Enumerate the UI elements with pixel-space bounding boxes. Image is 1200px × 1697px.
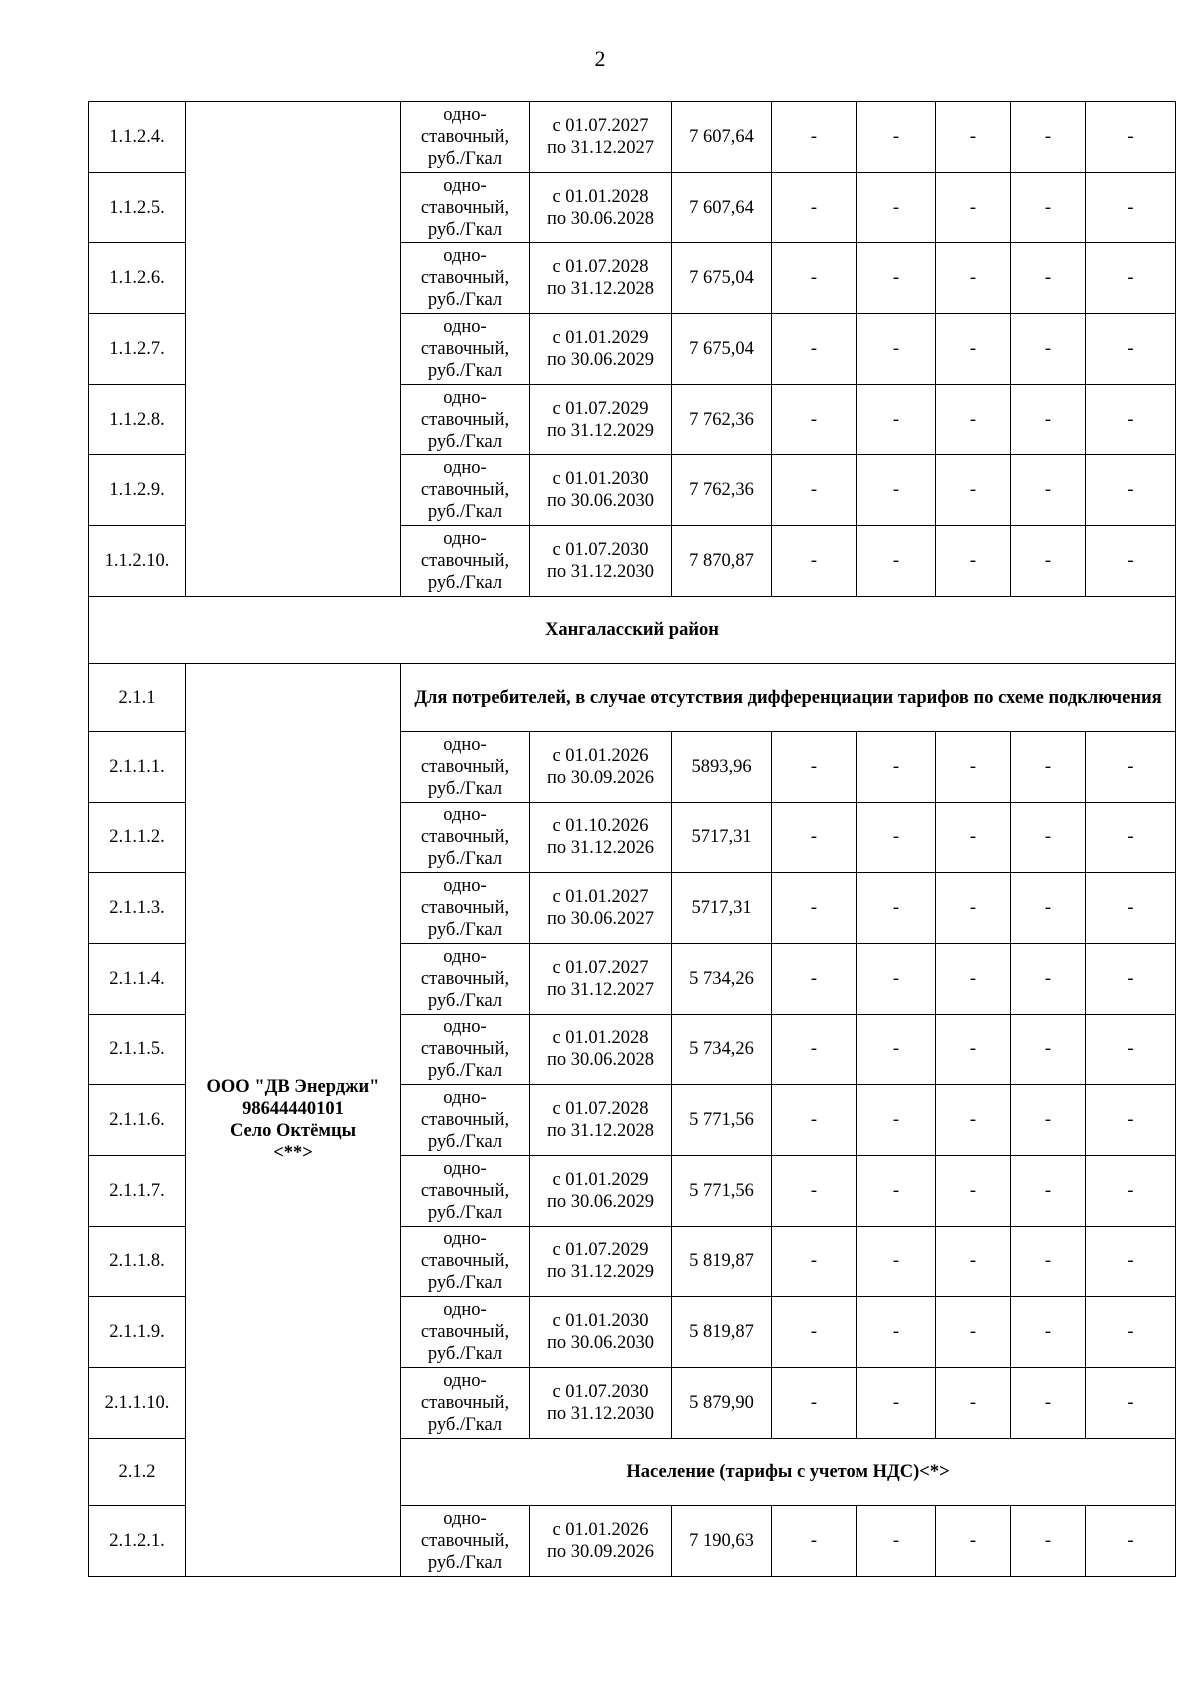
- district-row: [89, 596, 1176, 664]
- empty-cell: -: [772, 1506, 857, 1577]
- tariff-kind: [401, 731, 530, 802]
- period-to: по 31.12.2030: [546, 561, 655, 582]
- row-code: 1.1.2.4.: [89, 102, 186, 173]
- tariff-kind-line: руб./Гкал: [427, 360, 503, 381]
- empty-cell: -: [1086, 802, 1176, 873]
- empty-cell: -: [1086, 243, 1176, 314]
- empty-cell: -: [936, 1226, 1011, 1297]
- tariff-kind-line: ставочный,: [420, 268, 510, 289]
- empty-cell: -: [1011, 1506, 1086, 1577]
- tariff-kind-line: руб./Гкал: [427, 849, 503, 870]
- row-code: 2.1.1.7.: [89, 1155, 186, 1226]
- tariff-kind-line: одно-: [443, 246, 487, 267]
- tariff-kind-line: ставочный,: [420, 1392, 510, 1413]
- tariff-table: [88, 101, 1176, 1577]
- validity-period: [530, 1014, 672, 1085]
- tariff-kind: [401, 455, 530, 526]
- row-code: 2.1.1.8.: [89, 1226, 186, 1297]
- period-from: с 01.01.2028: [552, 1028, 649, 1049]
- row-code: 2.1.1.5.: [89, 1014, 186, 1085]
- validity-period: [530, 102, 672, 173]
- table-row: [89, 102, 1176, 173]
- period-from: с 01.01.2030: [552, 1311, 649, 1332]
- empty-cell: -: [857, 1085, 936, 1156]
- org-line: Село Октёмцы: [229, 1121, 357, 1142]
- empty-cell: -: [857, 172, 936, 243]
- tariff-value: 5717,31: [672, 802, 772, 873]
- empty-cell: -: [936, 1297, 1011, 1368]
- empty-cell: -: [936, 384, 1011, 455]
- empty-cell: -: [1086, 455, 1176, 526]
- tariff-kind-line: ставочный,: [420, 1531, 510, 1552]
- empty-cell: -: [772, 1155, 857, 1226]
- empty-cell: -: [1086, 314, 1176, 385]
- validity-period: [530, 384, 672, 455]
- empty-cell: -: [936, 943, 1011, 1014]
- org-line: <**>: [273, 1143, 313, 1164]
- empty-cell: -: [772, 526, 857, 597]
- period-from: с 01.01.2030: [552, 469, 649, 490]
- tariff-kind-line: ставочный,: [420, 1322, 510, 1343]
- row-code: 1.1.2.6.: [89, 243, 186, 314]
- empty-cell: -: [857, 1297, 936, 1368]
- empty-cell: -: [936, 802, 1011, 873]
- row-code: 2.1.1.3.: [89, 873, 186, 944]
- empty-cell: -: [857, 314, 936, 385]
- tariff-kind-line: руб./Гкал: [427, 572, 503, 593]
- tariff-kind-line: руб./Гкал: [427, 1553, 503, 1574]
- empty-cell: -: [936, 102, 1011, 173]
- row-code: 2.1.1.9.: [89, 1297, 186, 1368]
- empty-cell: -: [857, 455, 936, 526]
- period-to: по 31.12.2030: [546, 1403, 655, 1424]
- tariff-value: 5 819,87: [672, 1226, 772, 1297]
- empty-cell: -: [936, 243, 1011, 314]
- group-title: Население (тарифы с учетом НДС)<*>: [401, 1438, 1176, 1506]
- tariff-value: 7 675,04: [672, 314, 772, 385]
- empty-cell: -: [1086, 943, 1176, 1014]
- row-code: 2.1.1.1.: [89, 731, 186, 802]
- empty-cell: -: [936, 1085, 1011, 1156]
- period-to: по 30.09.2026: [546, 767, 655, 788]
- period-from: с 01.01.2029: [552, 1169, 649, 1190]
- period-from: с 01.01.2026: [552, 745, 649, 766]
- row-code: 1.1.2.8.: [89, 384, 186, 455]
- tariff-kind: [401, 526, 530, 597]
- tariff-kind-line: одно-: [443, 805, 487, 826]
- empty-cell: -: [857, 873, 936, 944]
- tariff-kind-line: одно-: [443, 1300, 487, 1321]
- tariff-kind: [401, 1368, 530, 1439]
- period-from: с 01.07.2027: [552, 115, 649, 136]
- tariff-kind-line: одно-: [443, 946, 487, 967]
- empty-cell: -: [936, 526, 1011, 597]
- tariff-kind-line: одно-: [443, 458, 487, 479]
- tariff-kind-line: руб./Гкал: [427, 1132, 503, 1153]
- row-code: 2.1.1.6.: [89, 1085, 186, 1156]
- row-code: 2.1.1.4.: [89, 943, 186, 1014]
- empty-cell: -: [1086, 102, 1176, 173]
- tariff-kind: [401, 384, 530, 455]
- empty-cell: -: [1086, 873, 1176, 944]
- tariff-value: 5 819,87: [672, 1297, 772, 1368]
- empty-cell: -: [1011, 802, 1086, 873]
- validity-period: [530, 943, 672, 1014]
- empty-cell: -: [857, 1155, 936, 1226]
- tariff-kind-line: одно-: [443, 175, 487, 196]
- empty-cell: -: [857, 1226, 936, 1297]
- validity-period: [530, 1506, 672, 1577]
- tariff-kind-line: руб./Гкал: [427, 1061, 503, 1082]
- row-code: 1.1.2.9.: [89, 455, 186, 526]
- empty-cell: -: [1011, 243, 1086, 314]
- empty-cell: -: [1011, 1155, 1086, 1226]
- empty-cell: -: [936, 1506, 1011, 1577]
- tariff-kind-line: одно-: [443, 1017, 487, 1038]
- empty-cell: -: [857, 1014, 936, 1085]
- tariff-kind-line: одно-: [443, 734, 487, 755]
- tariff-kind: [401, 1226, 530, 1297]
- empty-cell: -: [857, 243, 936, 314]
- tariff-kind-line: одно-: [443, 1509, 487, 1530]
- validity-period: [530, 1297, 672, 1368]
- tariff-value: 7 762,36: [672, 455, 772, 526]
- empty-cell: -: [772, 243, 857, 314]
- tariff-kind-line: одно-: [443, 104, 487, 125]
- period-to: по 31.12.2028: [546, 279, 655, 300]
- tariff-kind-line: ставочный,: [420, 480, 510, 501]
- empty-cell: -: [772, 802, 857, 873]
- empty-cell: -: [1086, 731, 1176, 802]
- row-code: 1.1.2.10.: [89, 526, 186, 597]
- tariff-kind-line: ставочный,: [420, 1110, 510, 1131]
- tariff-kind-line: ставочный,: [420, 550, 510, 571]
- empty-cell: -: [1011, 1368, 1086, 1439]
- empty-cell: -: [1011, 314, 1086, 385]
- tariff-kind-line: одно-: [443, 1158, 487, 1179]
- validity-period: [530, 1368, 672, 1439]
- tariff-kind-line: ставочный,: [420, 197, 510, 218]
- empty-cell: -: [772, 731, 857, 802]
- period-from: с 01.01.2028: [552, 186, 649, 207]
- period-from: с 01.07.2028: [552, 257, 649, 278]
- empty-cell: -: [1086, 172, 1176, 243]
- period-from: с 01.01.2026: [552, 1520, 649, 1541]
- period-from: с 01.01.2029: [552, 327, 649, 348]
- validity-period: [530, 455, 672, 526]
- empty-cell: -: [936, 1368, 1011, 1439]
- tariff-value: 5 771,56: [672, 1155, 772, 1226]
- period-from: с 01.10.2026: [552, 816, 649, 837]
- tariff-kind-line: ставочный,: [420, 827, 510, 848]
- period-from: с 01.07.2029: [552, 398, 649, 419]
- period-from: с 01.07.2029: [552, 1240, 649, 1261]
- empty-cell: -: [1011, 384, 1086, 455]
- period-to: по 30.06.2030: [546, 1333, 655, 1354]
- empty-cell: -: [857, 802, 936, 873]
- tariff-kind-line: руб./Гкал: [427, 502, 503, 523]
- empty-cell: -: [1011, 1085, 1086, 1156]
- validity-period: [530, 243, 672, 314]
- tariff-kind-line: ставочный,: [420, 338, 510, 359]
- tariff-kind-line: ставочный,: [420, 126, 510, 147]
- validity-period: [530, 172, 672, 243]
- tariff-kind-line: руб./Гкал: [427, 219, 503, 240]
- tariff-kind-line: руб./Гкал: [427, 290, 503, 311]
- empty-cell: -: [936, 1014, 1011, 1085]
- period-from: с 01.07.2027: [552, 957, 649, 978]
- tariff-kind-line: руб./Гкал: [427, 990, 503, 1011]
- tariff-value: 7 675,04: [672, 243, 772, 314]
- empty-cell: -: [936, 873, 1011, 944]
- empty-cell: -: [1011, 526, 1086, 597]
- empty-cell: -: [1011, 1226, 1086, 1297]
- empty-cell: -: [1011, 943, 1086, 1014]
- period-from: с 01.01.2027: [552, 887, 649, 908]
- tariff-kind-line: одно-: [443, 1370, 487, 1391]
- tariff-kind-line: руб./Гкал: [427, 1202, 503, 1223]
- group-row: [89, 664, 1176, 732]
- validity-period: [530, 1155, 672, 1226]
- empty-cell: -: [1086, 1506, 1176, 1577]
- period-from: с 01.07.2030: [552, 1381, 649, 1402]
- tariff-kind: [401, 1014, 530, 1085]
- period-to: по 30.06.2030: [546, 491, 655, 512]
- empty-cell: -: [772, 455, 857, 526]
- validity-period: [530, 1226, 672, 1297]
- validity-period: [530, 802, 672, 873]
- tariff-kind-line: одно-: [443, 1088, 487, 1109]
- empty-cell: -: [1086, 1014, 1176, 1085]
- tariff-kind-line: одно-: [443, 316, 487, 337]
- tariff-kind-line: ставочный,: [420, 898, 510, 919]
- tariff-value: 7 870,87: [672, 526, 772, 597]
- empty-cell: -: [1011, 731, 1086, 802]
- empty-cell: -: [772, 1085, 857, 1156]
- row-code: 2.1.1.10.: [89, 1368, 186, 1439]
- period-to: по 30.09.2026: [546, 1542, 655, 1563]
- empty-cell: -: [936, 172, 1011, 243]
- row-code: 2.1.2.1.: [89, 1506, 186, 1577]
- empty-cell: -: [1086, 1368, 1176, 1439]
- tariff-value: 7 607,64: [672, 172, 772, 243]
- empty-cell: -: [1086, 1085, 1176, 1156]
- empty-cell: -: [772, 943, 857, 1014]
- tariff-value: 7 190,63: [672, 1506, 772, 1577]
- empty-cell: -: [772, 873, 857, 944]
- tariff-kind: [401, 102, 530, 173]
- org-cell-previous: [186, 102, 401, 597]
- tariff-kind: [401, 802, 530, 873]
- row-code: 1.1.2.5.: [89, 172, 186, 243]
- empty-cell: -: [1011, 102, 1086, 173]
- empty-cell: -: [857, 1368, 936, 1439]
- org-line: 98644440101: [242, 1099, 344, 1120]
- row-code: 1.1.2.7.: [89, 314, 186, 385]
- tariff-kind-line: одно-: [443, 387, 487, 408]
- tariff-kind: [401, 873, 530, 944]
- tariff-value: 5 734,26: [672, 1014, 772, 1085]
- empty-cell: -: [1086, 526, 1176, 597]
- tariff-kind-line: руб./Гкал: [427, 920, 503, 941]
- period-to: по 31.12.2027: [546, 979, 655, 1000]
- group-code: 2.1.1: [89, 664, 186, 732]
- tariff-value: 5 734,26: [672, 943, 772, 1014]
- validity-period: [530, 526, 672, 597]
- organization-cell: [186, 664, 401, 1577]
- tariff-kind-line: ставочный,: [420, 968, 510, 989]
- tariff-kind-line: ставочный,: [420, 1180, 510, 1201]
- empty-cell: -: [1086, 384, 1176, 455]
- org-line: ООО "ДВ Энерджи": [206, 1077, 380, 1098]
- empty-cell: -: [772, 1368, 857, 1439]
- tariff-kind-line: ставочный,: [420, 756, 510, 777]
- validity-period: [530, 873, 672, 944]
- empty-cell: -: [857, 102, 936, 173]
- empty-cell: -: [857, 1506, 936, 1577]
- period-to: по 30.06.2028: [546, 208, 655, 229]
- tariff-kind: [401, 1155, 530, 1226]
- period-to: по 31.12.2026: [546, 838, 655, 859]
- empty-cell: -: [772, 1014, 857, 1085]
- tariff-value: 7 607,64: [672, 102, 772, 173]
- table-body: [89, 102, 1176, 1577]
- empty-cell: -: [772, 172, 857, 243]
- tariff-kind: [401, 172, 530, 243]
- empty-cell: -: [772, 1226, 857, 1297]
- period-from: с 01.07.2030: [552, 539, 649, 560]
- empty-cell: -: [857, 526, 936, 597]
- group-code: 2.1.2: [89, 1438, 186, 1506]
- tariff-value: 5 771,56: [672, 1085, 772, 1156]
- empty-cell: -: [772, 1297, 857, 1368]
- tariff-kind-line: ставочный,: [420, 1251, 510, 1272]
- tariff-kind-line: руб./Гкал: [427, 431, 503, 452]
- page-number: 2: [594, 46, 606, 71]
- empty-cell: -: [772, 102, 857, 173]
- group-title: Для потребителей, в случае отсутствия дифференциации тарифов по схеме подключения: [401, 664, 1176, 732]
- tariff-value: 5 879,90: [672, 1368, 772, 1439]
- period-from: с 01.07.2028: [552, 1099, 649, 1120]
- empty-cell: -: [1086, 1155, 1176, 1226]
- tariff-kind-line: одно-: [443, 1229, 487, 1250]
- empty-cell: -: [857, 384, 936, 455]
- tariff-kind-line: руб./Гкал: [427, 1344, 503, 1365]
- tariff-kind-line: ставочный,: [420, 1039, 510, 1060]
- period-to: по 31.12.2029: [546, 420, 655, 441]
- empty-cell: -: [1011, 1297, 1086, 1368]
- empty-cell: -: [1011, 873, 1086, 944]
- period-to: по 31.12.2028: [546, 1121, 655, 1142]
- row-code: 2.1.1.2.: [89, 802, 186, 873]
- empty-cell: -: [1086, 1297, 1176, 1368]
- tariff-kind-line: одно-: [443, 876, 487, 897]
- empty-cell: -: [857, 731, 936, 802]
- tariff-value: 5717,31: [672, 873, 772, 944]
- empty-cell: -: [1011, 172, 1086, 243]
- tariff-kind: [401, 314, 530, 385]
- tariff-kind-line: одно-: [443, 528, 487, 549]
- empty-cell: -: [772, 314, 857, 385]
- validity-period: [530, 314, 672, 385]
- empty-cell: -: [857, 943, 936, 1014]
- tariff-kind: [401, 1085, 530, 1156]
- tariff-kind-line: руб./Гкал: [427, 778, 503, 799]
- validity-period: [530, 731, 672, 802]
- empty-cell: -: [936, 314, 1011, 385]
- tariff-kind-line: руб./Гкал: [427, 148, 503, 169]
- empty-cell: -: [1011, 1014, 1086, 1085]
- empty-cell: -: [1086, 1226, 1176, 1297]
- tariff-value: 5893,96: [672, 731, 772, 802]
- period-to: по 30.06.2029: [546, 1191, 655, 1212]
- tariff-kind: [401, 1297, 530, 1368]
- tariff-kind-line: руб./Гкал: [427, 1414, 503, 1435]
- empty-cell: -: [936, 731, 1011, 802]
- validity-period: [530, 1085, 672, 1156]
- empty-cell: -: [772, 384, 857, 455]
- tariff-kind: [401, 943, 530, 1014]
- tariff-kind: [401, 243, 530, 314]
- tariff-value: 7 762,36: [672, 384, 772, 455]
- empty-cell: -: [936, 1155, 1011, 1226]
- period-to: по 30.06.2027: [546, 909, 655, 930]
- tariff-kind-line: руб./Гкал: [427, 1273, 503, 1294]
- tariff-kind-line: ставочный,: [420, 409, 510, 430]
- period-to: по 31.12.2029: [546, 1262, 655, 1283]
- district-heading: Хангаласский район: [89, 596, 1176, 664]
- period-to: по 30.06.2029: [546, 349, 655, 370]
- tariff-kind: [401, 1506, 530, 1577]
- period-to: по 30.06.2028: [546, 1050, 655, 1071]
- period-to: по 31.12.2027: [546, 137, 655, 158]
- empty-cell: -: [1011, 455, 1086, 526]
- empty-cell: -: [936, 455, 1011, 526]
